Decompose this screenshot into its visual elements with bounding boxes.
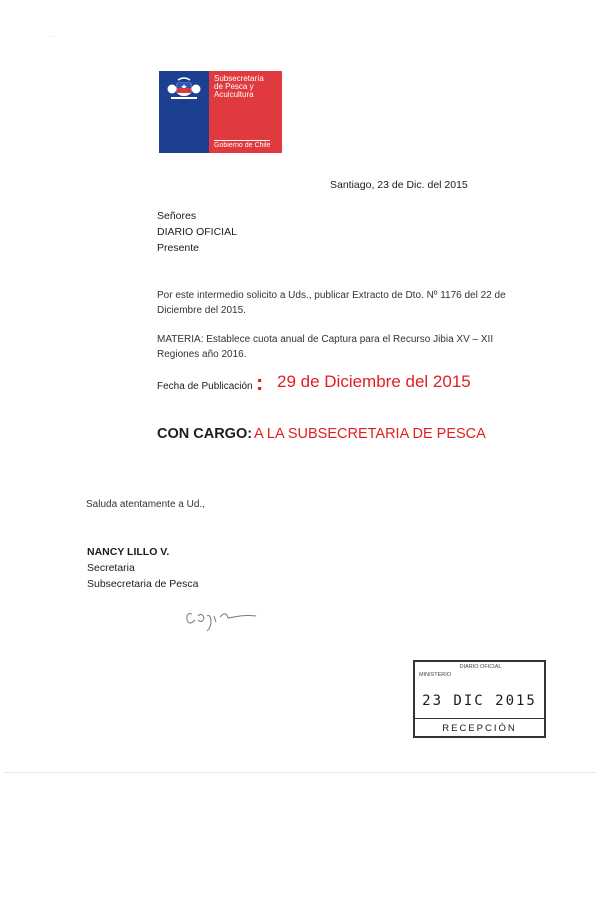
stamp-date: 23 DIC 2015 xyxy=(422,693,537,709)
signer-org: Subsecretaria de Pesca xyxy=(87,578,199,590)
signer-block xyxy=(87,544,198,592)
recipient-salutation: Señores xyxy=(157,210,197,222)
letter-body: Por este intermedio solicito a Uds., publicar Extracto de Dto. Nº 1176 del 22 de Diciembre del 2015. xyxy=(157,290,506,316)
letter-date: Santiago, 23 de Dic. del 2015 xyxy=(330,179,468,191)
handwritten-signature xyxy=(180,598,260,634)
recipient-name: DIARIO OFICIAL xyxy=(157,226,237,238)
logo-line-1: Subsecretaría xyxy=(214,74,264,83)
closing: Saluda atentamente a Ud., xyxy=(86,499,205,510)
signer-name: NANCY LILLO V. xyxy=(87,546,170,558)
recipient-status: Presente xyxy=(157,242,200,254)
publication-label: Fecha de Publicación xyxy=(157,381,253,392)
reception-stamp xyxy=(413,660,546,738)
recipient-block xyxy=(157,210,237,258)
scan-speck: · · xyxy=(48,34,54,40)
logo-line-2: de Pesca y xyxy=(214,82,254,91)
stamp-ministry: MINISTERIO xyxy=(419,672,452,678)
charge-value: A LA SUBSECRETARIA DE PESCA xyxy=(254,426,486,442)
charge-label: CON CARGO: xyxy=(157,426,253,442)
logo-line-3: Acuicultura xyxy=(214,90,254,99)
signer-title: Secretaria xyxy=(87,562,135,574)
government-logo xyxy=(159,71,282,153)
logo-footer: Gobierno de Chile xyxy=(214,142,271,149)
letter-subject: MATERIA: Establece cuota anual de Captura para el Recurso Jibia XV – XII Regiones año 2016. xyxy=(157,334,494,360)
stamp-divider xyxy=(415,718,544,719)
page-bottom-edge xyxy=(4,772,596,773)
coat-of-arms-icon xyxy=(165,77,203,103)
publication-date: 29 de Diciembre del 2015 xyxy=(277,372,471,391)
publication-colon: : xyxy=(256,370,264,395)
stamp-label: RECEPCIÓN xyxy=(442,723,517,734)
stamp-top: DIARIO OFICIAL xyxy=(459,664,502,670)
